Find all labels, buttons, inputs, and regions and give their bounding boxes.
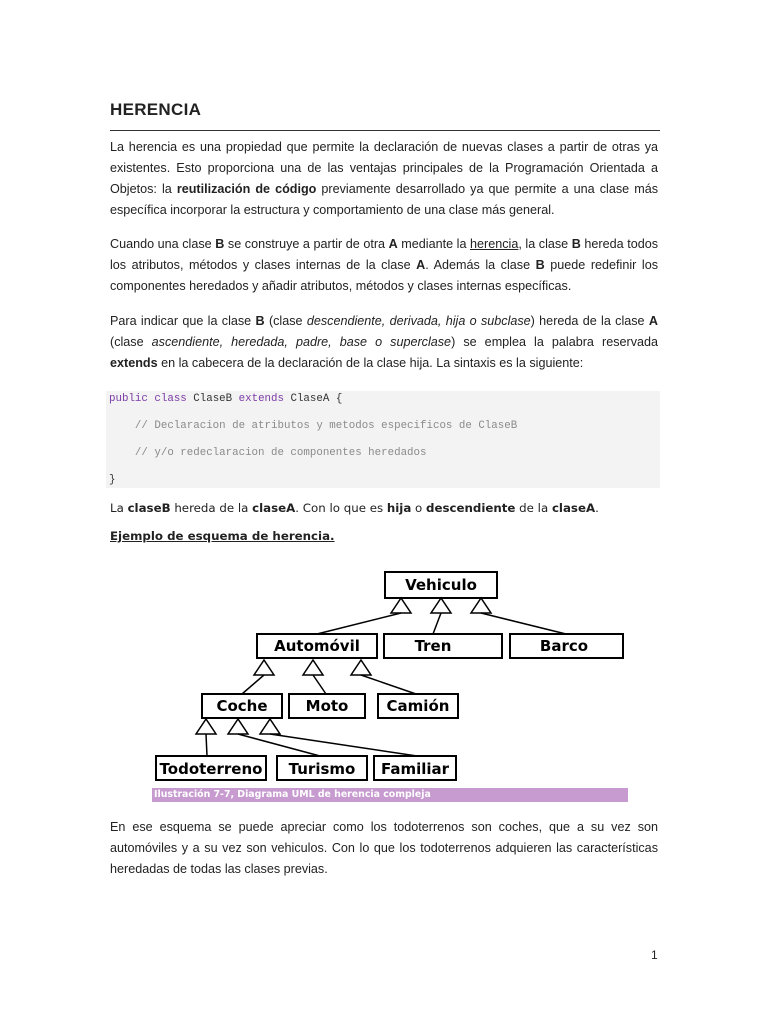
inherit-arrow-familiar (260, 719, 280, 734)
turismo-label: Turismo (288, 760, 356, 778)
p2-e: , la clase (518, 237, 572, 251)
section-subheading: Ejemplo de esquema de herencia. (110, 529, 335, 543)
p4-e: o (411, 501, 427, 515)
p4-d: . Con lo que es (295, 501, 387, 515)
p4-b4: descendiente (426, 501, 516, 515)
code-block (106, 391, 660, 488)
code-kw-extends: extends (238, 393, 284, 405)
page-number: 1 (651, 948, 658, 962)
class-box-barco (510, 634, 623, 658)
p2-b5: B (535, 258, 545, 272)
figure-caption: Ilustración 7-7, Diagrama UML de herencia compleja (152, 788, 628, 802)
p4-b1: claseB (127, 501, 171, 515)
code-classname: ClaseB (186, 393, 239, 405)
barco-label: Barco (539, 637, 589, 655)
paragraph-intro (110, 137, 658, 221)
p3-g: en la cabecera de la declaración de la clase hija. La sintaxis es la siguiente: (157, 356, 584, 370)
p2-g: . Además la clase (425, 258, 536, 272)
paragraph-conclusion: En ese esquema se puede apreciar como los todoterrenos son coches, que a su vez son automóviles y a su vez son vehiculos. Con lo que los todoterrenos adquieren las características heredadas de todas las clases previas. (110, 820, 658, 876)
p3-b2: A (648, 314, 658, 328)
paragraph-claseb (110, 501, 599, 515)
edge-vehiculo-barco (481, 613, 566, 634)
p4-g: . (595, 501, 599, 515)
p2-a: Cuando una clase (110, 237, 216, 251)
p3-d: ) hereda de la clase (530, 314, 649, 328)
p2-b3: B (571, 237, 581, 251)
p2-c: se construye a partir de otra (224, 237, 389, 251)
p3-c: (clase (264, 314, 307, 328)
class-box-coche (202, 694, 282, 718)
class-box-camion (378, 694, 458, 718)
code-line-1 (109, 393, 342, 405)
p2-h: puede redefinir los componentes heredados y añadir atributos, métodos y clases internas específicas. (110, 258, 658, 293)
paragraph-herencia (110, 234, 658, 297)
p2-f: hereda todos los atributos, métodos y clases internas de la clase (110, 237, 659, 272)
p1-bold: reutilización de código (176, 182, 317, 196)
p4-b5: claseA (551, 501, 596, 515)
edge-automovil-camion (361, 675, 416, 694)
todoterreno-label: Todoterreno (159, 760, 263, 778)
familiar-label: Familiar (380, 760, 450, 778)
inherit-arrow-barco (471, 598, 491, 613)
edge-coche-turismo (238, 734, 320, 756)
p2-d: mediante la (397, 237, 471, 251)
inherit-arrow-todoterreno (196, 719, 216, 734)
p3-e: (clase (110, 335, 152, 349)
p4-b2: claseA (252, 501, 296, 515)
inherit-arrow-camion (351, 660, 371, 675)
p3-b3: extends (110, 356, 158, 370)
p4-a: La (110, 501, 128, 515)
p3-i1: descendiente, derivada, hija o subclase (306, 314, 531, 328)
p4-c: hereda de la (170, 501, 253, 515)
inherit-arrow-moto (303, 660, 323, 675)
class-box-familiar (374, 756, 456, 780)
vehiculo-label: Vehiculo (405, 576, 477, 594)
p1-text-c: previamente desarrollado ya que permite a una clase más específica incorporar la estructura y comportamiento de una clase más general. (110, 182, 658, 217)
edge-automovil-moto (313, 675, 326, 694)
tren-label: Tren (414, 637, 452, 655)
edge-coche-todoterreno (206, 734, 207, 756)
code-line-4: } (109, 474, 116, 486)
inherit-arrow-tren (431, 598, 451, 613)
p2-b2: A (388, 237, 398, 251)
code-kw-public: public (109, 393, 148, 405)
code-superclass: ClaseA { (283, 393, 343, 405)
class-box-automovil (257, 634, 377, 658)
p2-b1: B (215, 237, 225, 251)
paragraph-extends (110, 311, 658, 374)
class-box-tren (384, 634, 502, 658)
p3-f: ) se emplea la palabra reservada (451, 335, 658, 349)
title-divider (110, 130, 660, 131)
edge-coche-familiar (270, 734, 417, 756)
p2-b4: A (416, 258, 426, 272)
class-box-turismo (277, 756, 367, 780)
edge-automovil-coche (242, 675, 264, 694)
code-line-2: // Declaracion de atributos y metodos especificos de ClaseB (109, 420, 518, 432)
moto-label: Moto (305, 697, 349, 715)
camion-label: Camión (386, 697, 450, 715)
code-line-3: // y/o redeclaracion de componentes heredados (109, 447, 427, 459)
p4-f: de la (515, 501, 552, 515)
p1-text-a: La herencia es una propiedad que permite la declaración de nuevas clases a partir de otras ya existentes. Esto proporciona una de las ventajas principales de la Programación Orientada a Objetos: la (110, 140, 658, 196)
class-box-todoterreno (156, 756, 266, 780)
inherit-arrow-automovil (391, 598, 411, 613)
uml-inheritance-diagram (150, 568, 630, 786)
p3-a: Para indicar que la clase (110, 314, 256, 328)
coche-label: Coche (216, 697, 268, 715)
p3-i2: ascendiente, heredada, padre, base o superclase (151, 335, 452, 349)
edge-vehiculo-tren (433, 613, 441, 634)
page-title: HERENCIA (110, 100, 202, 119)
class-box-vehiculo (385, 572, 497, 598)
p4-b3: hija (386, 501, 412, 515)
inherit-arrow-coche (254, 660, 274, 675)
p3-b1: B (255, 314, 265, 328)
code-kw-class: class (154, 393, 187, 405)
edge-vehiculo-automovil (317, 613, 401, 634)
inherit-arrow-turismo (228, 719, 248, 734)
automovil-label: Automóvil (274, 637, 360, 655)
class-box-moto (289, 694, 365, 718)
herencia-link[interactable]: herencia (470, 237, 519, 251)
